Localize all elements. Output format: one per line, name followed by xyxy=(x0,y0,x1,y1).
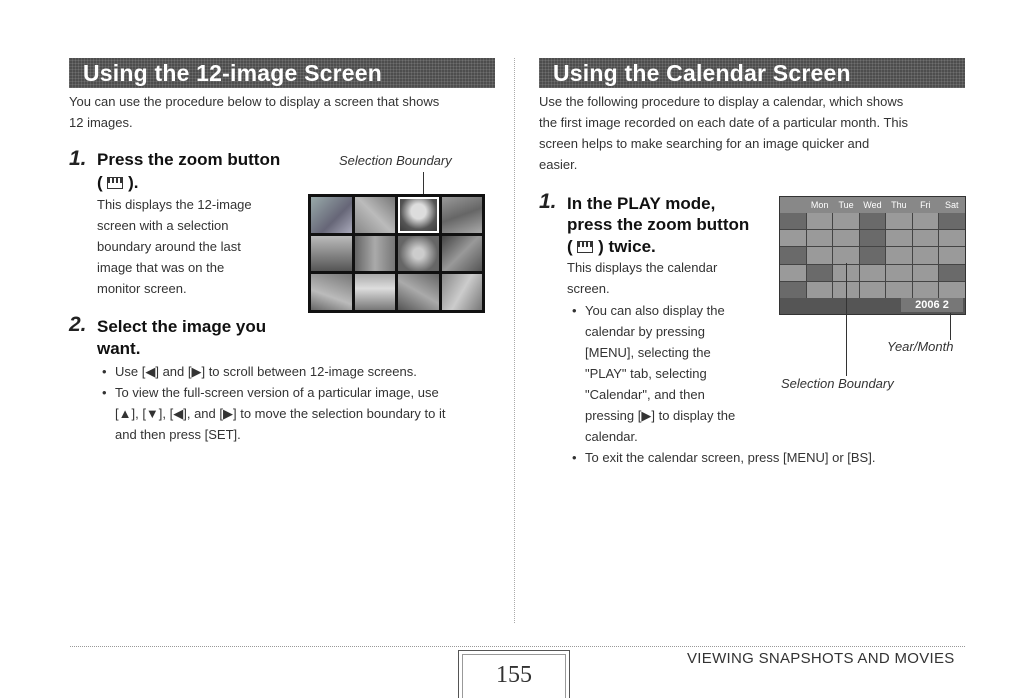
calendar-cell xyxy=(939,247,965,263)
calendar-cell xyxy=(860,265,886,281)
weekday-blank xyxy=(780,197,806,213)
calendar-grid xyxy=(780,213,965,298)
thumbnail xyxy=(311,236,352,272)
step-1-body-2: screen with a selection xyxy=(97,218,229,233)
calendar-cell xyxy=(780,247,806,263)
step-1-body-3: boundary around the last xyxy=(97,239,241,254)
calendar-cell xyxy=(913,213,939,229)
caption-pointer-line xyxy=(423,172,424,196)
right-intro-line-3: screen helps to make searching for an image quicker and xyxy=(539,136,870,151)
calendar-cell xyxy=(913,247,939,263)
cal-step-1-title-1: In the PLAY mode, xyxy=(567,194,716,213)
bullet-dot: • xyxy=(102,364,107,379)
calendar-cell xyxy=(807,282,833,298)
calendar-weekday-header xyxy=(780,197,965,213)
cal-bullet-1-line-3: [MENU], selecting the xyxy=(585,345,711,360)
footer-section-title: VIEWING SNAPSHOTS AND MOVIES xyxy=(687,650,955,667)
year-month-caption: Year/Month xyxy=(887,339,954,354)
thumbnail xyxy=(355,236,396,272)
calendar-cell xyxy=(780,230,806,246)
bullet-text: To view the full-screen version of a particular image, use xyxy=(115,385,439,400)
cal-step-1-title-2: press the zoom button xyxy=(567,215,750,234)
bullet-dot: • xyxy=(102,385,107,400)
cal-bullet-1-line-4: "PLAY" tab, selecting xyxy=(585,366,707,381)
calendar-cell xyxy=(780,265,806,281)
step-2-number: 2. xyxy=(69,313,87,336)
paren-open: ( xyxy=(97,173,103,192)
thumbnail xyxy=(442,197,483,233)
bullet-dot: • xyxy=(572,450,577,465)
bullet-text: To exit the calendar screen, press [MENU] or [BS]. xyxy=(585,450,876,465)
left-intro-line-1: You can use the procedure below to display a screen that shows xyxy=(69,94,440,109)
cal-step-1-body-2: screen. xyxy=(567,281,610,296)
calendar-cell xyxy=(886,213,912,229)
calendar-cell xyxy=(939,213,965,229)
thumbnail xyxy=(355,197,396,233)
cal-step-1-number: 1. xyxy=(539,190,557,213)
step-2-bullet-2 xyxy=(102,382,439,403)
step-1-title-zoom xyxy=(97,172,139,193)
left-intro-line-2: 12 images. xyxy=(69,115,133,130)
cal-bullet-2 xyxy=(572,447,876,468)
calendar-cell xyxy=(780,213,806,229)
step-1-number: 1. xyxy=(69,147,87,170)
calendar-cell xyxy=(860,230,886,246)
calendar-cell xyxy=(807,213,833,229)
thumbnail xyxy=(442,274,483,310)
weekday-label: Wed xyxy=(863,200,882,210)
calendar-cell xyxy=(886,265,912,281)
right-intro-line-4: easier. xyxy=(539,157,578,172)
weekday-label: Thu xyxy=(891,200,907,210)
thumbnail xyxy=(398,274,439,310)
weekday-label: Tue xyxy=(838,200,854,210)
zoom-button-icon xyxy=(107,177,123,189)
step-1-title: Press the zoom button xyxy=(97,150,281,169)
calendar-cell xyxy=(939,282,965,298)
selection-boundary-caption-right: Selection Boundary xyxy=(781,376,894,391)
twelve-image-screen xyxy=(308,194,485,313)
bullet-dot: • xyxy=(572,303,577,318)
step-2-title-1: Select the image you xyxy=(97,317,267,336)
step-1-body-5: monitor screen. xyxy=(97,281,187,296)
footer-rule xyxy=(70,646,965,647)
calendar-cell xyxy=(780,282,806,298)
selection-pointer-line xyxy=(846,263,847,376)
calendar-screen xyxy=(779,196,966,315)
weekday-label: Fri xyxy=(920,200,931,210)
cal-step-1-body-1: This displays the calendar xyxy=(567,260,718,275)
step-2-bullet-2-line-2: [▲], [▼], [◀], and [▶] to move the selection boundary to it xyxy=(115,406,446,421)
cal-step-1-title-3 xyxy=(567,236,656,257)
calendar-cell xyxy=(860,282,886,298)
calendar-year-month: 2006 2 xyxy=(901,298,963,312)
page-number: 155 xyxy=(458,650,570,698)
calendar-cell xyxy=(807,247,833,263)
calendar-cell xyxy=(913,265,939,281)
column-divider xyxy=(514,58,515,623)
step-2-bullet-1 xyxy=(102,361,417,382)
step-1-body-1: This displays the 12-image xyxy=(97,197,252,212)
weekday-label: Mon xyxy=(810,200,829,210)
step-2-bullet-2-line-3: and then press [SET]. xyxy=(115,427,241,442)
calendar-cell xyxy=(833,213,859,229)
step-1-body-4: image that was on the xyxy=(97,260,225,275)
calendar-cell xyxy=(886,247,912,263)
calendar-cell xyxy=(860,213,886,229)
bullet-text: Use [◀] and [▶] to scroll between 12-image screens. xyxy=(115,364,417,379)
cal-bullet-1-line-1 xyxy=(572,300,725,321)
year-month-pointer-line xyxy=(950,313,951,340)
calendar-cell xyxy=(886,230,912,246)
calendar-cell xyxy=(913,282,939,298)
bullet-text: You can also display the xyxy=(585,303,725,318)
thumbnail xyxy=(311,197,352,233)
cal-bullet-1-line-7: calendar. xyxy=(585,429,638,444)
calendar-cell xyxy=(833,230,859,246)
step-2-title-2: want. xyxy=(97,339,141,358)
left-heading-banner: Using the 12-image Screen xyxy=(69,58,495,88)
cal-bullet-1-line-5: "Calendar", and then xyxy=(585,387,705,402)
thumbnail xyxy=(311,274,352,310)
calendar-cell xyxy=(886,282,912,298)
calendar-cell xyxy=(807,265,833,281)
right-intro-line-2: the first image recorded on each date of a particular month. This xyxy=(539,115,909,130)
thumbnail xyxy=(398,236,439,272)
twice-label: ) twice. xyxy=(598,237,656,256)
zoom-button-icon xyxy=(577,241,593,253)
thumbnail-selected xyxy=(398,197,439,233)
selection-boundary-caption: Selection Boundary xyxy=(339,153,452,168)
paren-close: ). xyxy=(128,173,139,192)
calendar-cell xyxy=(939,265,965,281)
calendar-cell xyxy=(807,230,833,246)
thumbnail xyxy=(442,236,483,272)
cal-bullet-1-line-6: pressing [▶] to display the xyxy=(585,408,736,423)
paren-open: ( xyxy=(567,237,573,256)
calendar-cell xyxy=(833,247,859,263)
thumbnail xyxy=(355,274,396,310)
calendar-cell xyxy=(913,230,939,246)
right-heading-banner: Using the Calendar Screen xyxy=(539,58,965,88)
right-intro-line-1: Use the following procedure to display a calendar, which shows xyxy=(539,94,904,109)
cal-bullet-1-line-2: calendar by pressing xyxy=(585,324,705,339)
calendar-cell xyxy=(860,247,886,263)
weekday-label: Sat xyxy=(944,200,959,210)
calendar-cell xyxy=(939,230,965,246)
